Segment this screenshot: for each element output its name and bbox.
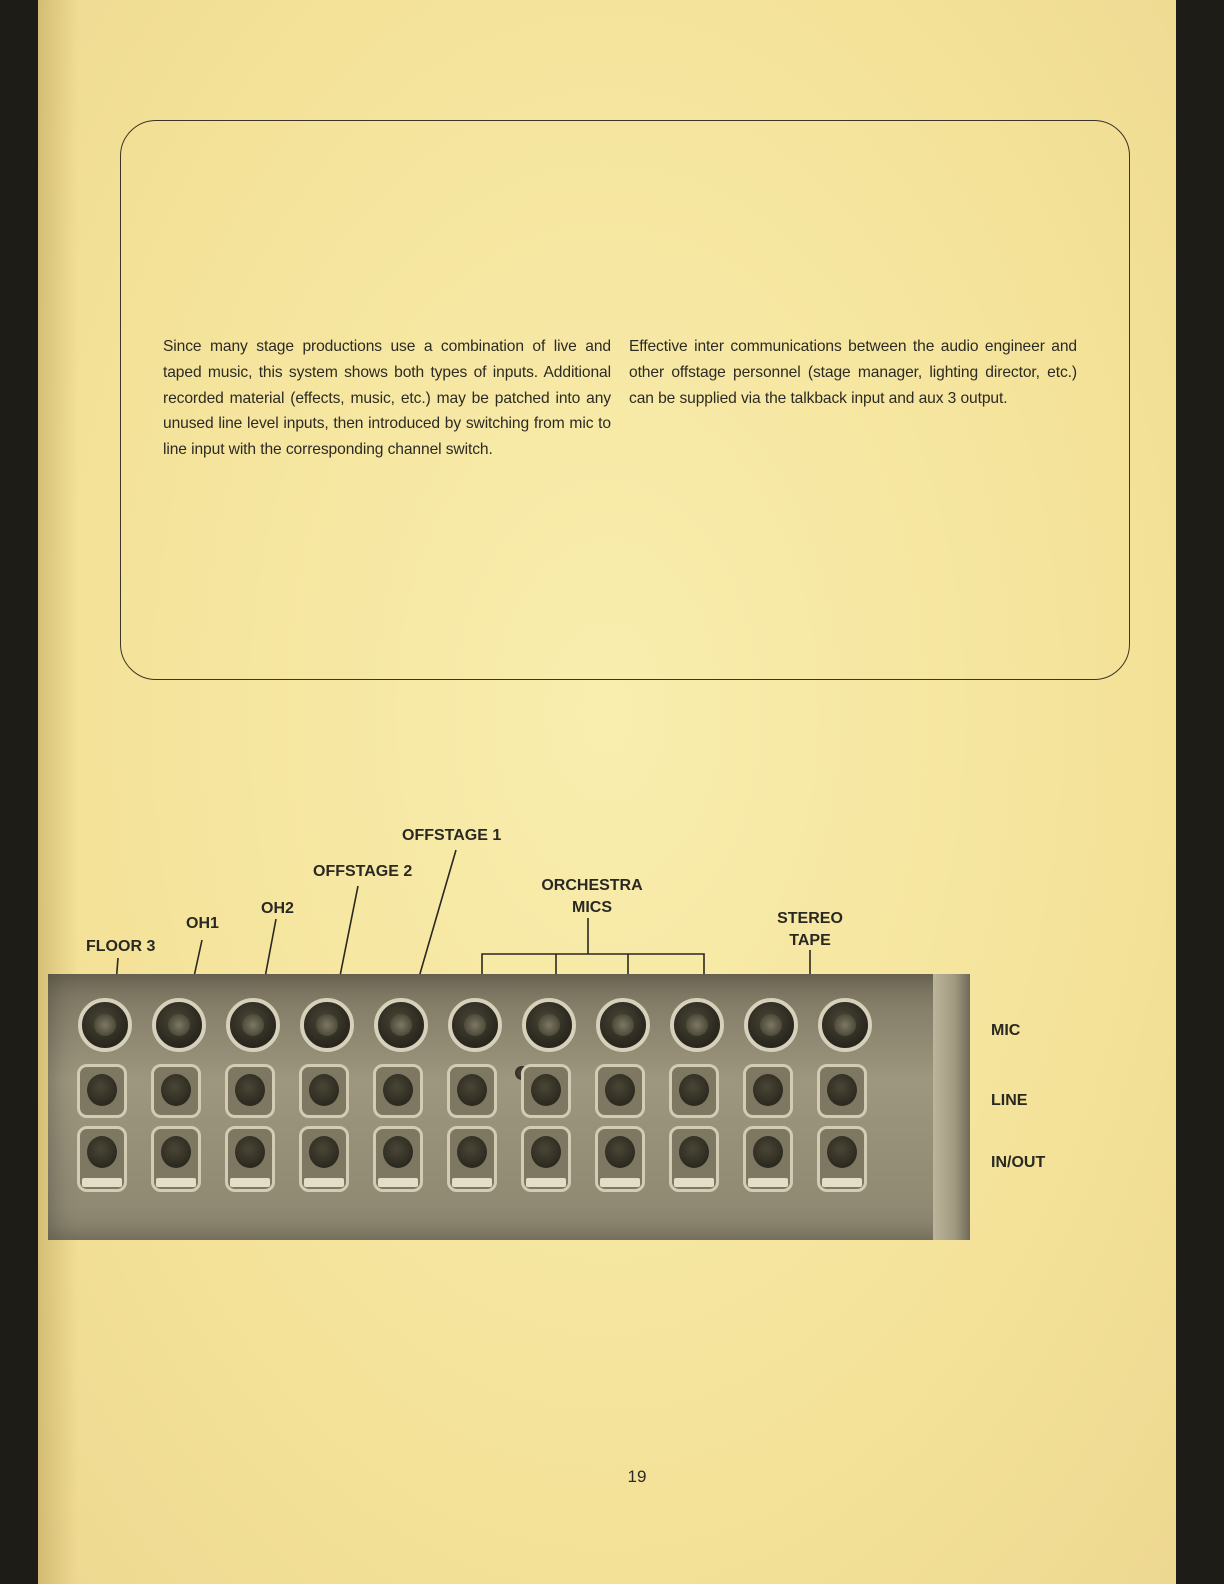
xlr-mic-connector bbox=[670, 998, 724, 1052]
line-jack bbox=[743, 1064, 793, 1118]
xlr-mic-connector bbox=[152, 998, 206, 1052]
in-out-jack bbox=[225, 1126, 275, 1192]
callout-stereo-tape bbox=[768, 908, 852, 952]
jack-socket bbox=[753, 1074, 783, 1106]
in-out-jack bbox=[77, 1126, 127, 1192]
in-out-jack bbox=[447, 1126, 497, 1192]
in-out-jack bbox=[151, 1126, 201, 1192]
jack-socket bbox=[309, 1136, 339, 1168]
in-out-jack bbox=[595, 1126, 645, 1192]
jack-socket bbox=[457, 1136, 487, 1168]
callout-offstage-2: OFFSTAGE 2 bbox=[313, 863, 413, 880]
line-jack bbox=[77, 1064, 127, 1118]
callout-orchestra-line1: ORCHESTRA bbox=[541, 877, 643, 894]
jack-socket bbox=[605, 1074, 635, 1106]
callout-stereo-line1: STEREO bbox=[777, 910, 843, 927]
row-label-in-out: IN/OUT bbox=[991, 1154, 1046, 1171]
jack-tag-plate bbox=[230, 1178, 270, 1187]
jack-socket bbox=[383, 1136, 413, 1168]
binding-shadow bbox=[38, 0, 78, 1584]
line-jack bbox=[225, 1064, 275, 1118]
xlr-mic-connector bbox=[226, 998, 280, 1052]
panel-end-cap bbox=[933, 974, 970, 1240]
jack-socket bbox=[753, 1136, 783, 1168]
jack-socket bbox=[235, 1074, 265, 1106]
xlr-mic-connector bbox=[818, 998, 872, 1052]
jack-socket bbox=[309, 1074, 339, 1106]
xlr-mic-connector bbox=[374, 998, 428, 1052]
jack-socket bbox=[827, 1136, 857, 1168]
in-out-jack bbox=[521, 1126, 571, 1192]
xlr-mic-connector bbox=[744, 998, 798, 1052]
callout-orchestra-line2: MICS bbox=[572, 899, 612, 916]
xlr-mic-connector bbox=[78, 998, 132, 1052]
manual-page bbox=[38, 0, 1176, 1584]
jack-tag-plate bbox=[822, 1178, 862, 1187]
line-jack bbox=[817, 1064, 867, 1118]
jack-socket bbox=[531, 1074, 561, 1106]
jack-socket bbox=[235, 1136, 265, 1168]
line-jack bbox=[447, 1064, 497, 1118]
jack-socket bbox=[605, 1136, 635, 1168]
callout-stereo-line2: TAPE bbox=[789, 932, 831, 949]
xlr-mic-connector bbox=[448, 998, 502, 1052]
page-number: 19 bbox=[627, 1467, 647, 1486]
row-label-mic: MIC bbox=[991, 1022, 1021, 1039]
jack-socket bbox=[679, 1136, 709, 1168]
in-out-jack bbox=[299, 1126, 349, 1192]
line-jack bbox=[373, 1064, 423, 1118]
jack-socket bbox=[679, 1074, 709, 1106]
in-out-jack bbox=[817, 1126, 867, 1192]
xlr-mic-connector bbox=[300, 998, 354, 1052]
in-out-jack bbox=[373, 1126, 423, 1192]
callout-orchestra-mics bbox=[532, 875, 652, 919]
jack-socket bbox=[161, 1136, 191, 1168]
callout-offstage-1: OFFSTAGE 1 bbox=[402, 827, 502, 844]
jack-socket bbox=[161, 1074, 191, 1106]
line-jack bbox=[151, 1064, 201, 1118]
jack-socket bbox=[87, 1074, 117, 1106]
patch-panel-figure bbox=[38, 820, 1176, 1260]
callout-oh1: OH1 bbox=[186, 915, 219, 932]
line-jack bbox=[669, 1064, 719, 1118]
jack-socket bbox=[531, 1136, 561, 1168]
callout-floor-3: FLOOR 3 bbox=[86, 938, 156, 955]
jack-tag-plate bbox=[526, 1178, 566, 1187]
in-out-jack bbox=[743, 1126, 793, 1192]
jack-socket bbox=[87, 1136, 117, 1168]
line-jack bbox=[595, 1064, 645, 1118]
jack-tag-plate bbox=[304, 1178, 344, 1187]
row-label-line: LINE bbox=[991, 1092, 1028, 1109]
jack-tag-plate bbox=[82, 1178, 122, 1187]
jack-socket bbox=[457, 1074, 487, 1106]
jack-socket bbox=[827, 1074, 857, 1106]
jack-socket bbox=[383, 1074, 413, 1106]
body-text-right: Effective inter communications between the audio engineer and other offstage personnel (stage manager, lighting director, etc.) can be supplied via the talkback input and aux 3 output. bbox=[629, 338, 1077, 407]
jack-tag-plate bbox=[748, 1178, 788, 1187]
jack-tag-plate bbox=[452, 1178, 492, 1187]
xlr-mic-connector bbox=[596, 998, 650, 1052]
callout-oh2: OH2 bbox=[261, 900, 294, 917]
jack-tag-plate bbox=[600, 1178, 640, 1187]
jack-tag-plate bbox=[378, 1178, 418, 1187]
line-jack bbox=[299, 1064, 349, 1118]
in-out-jack bbox=[669, 1126, 719, 1192]
xlr-mic-connector bbox=[522, 998, 576, 1052]
body-text-left: Since many stage productions use a combination of live and taped music, this system shows both types of inputs. Additional recorded material (effects, music, etc.) may be patched into any unused line level inputs, then introduced by switching from mic to line input with the corresponding channel switch. bbox=[163, 338, 611, 459]
jack-tag-plate bbox=[674, 1178, 714, 1187]
line-jack bbox=[521, 1064, 571, 1118]
jack-tag-plate bbox=[156, 1178, 196, 1187]
